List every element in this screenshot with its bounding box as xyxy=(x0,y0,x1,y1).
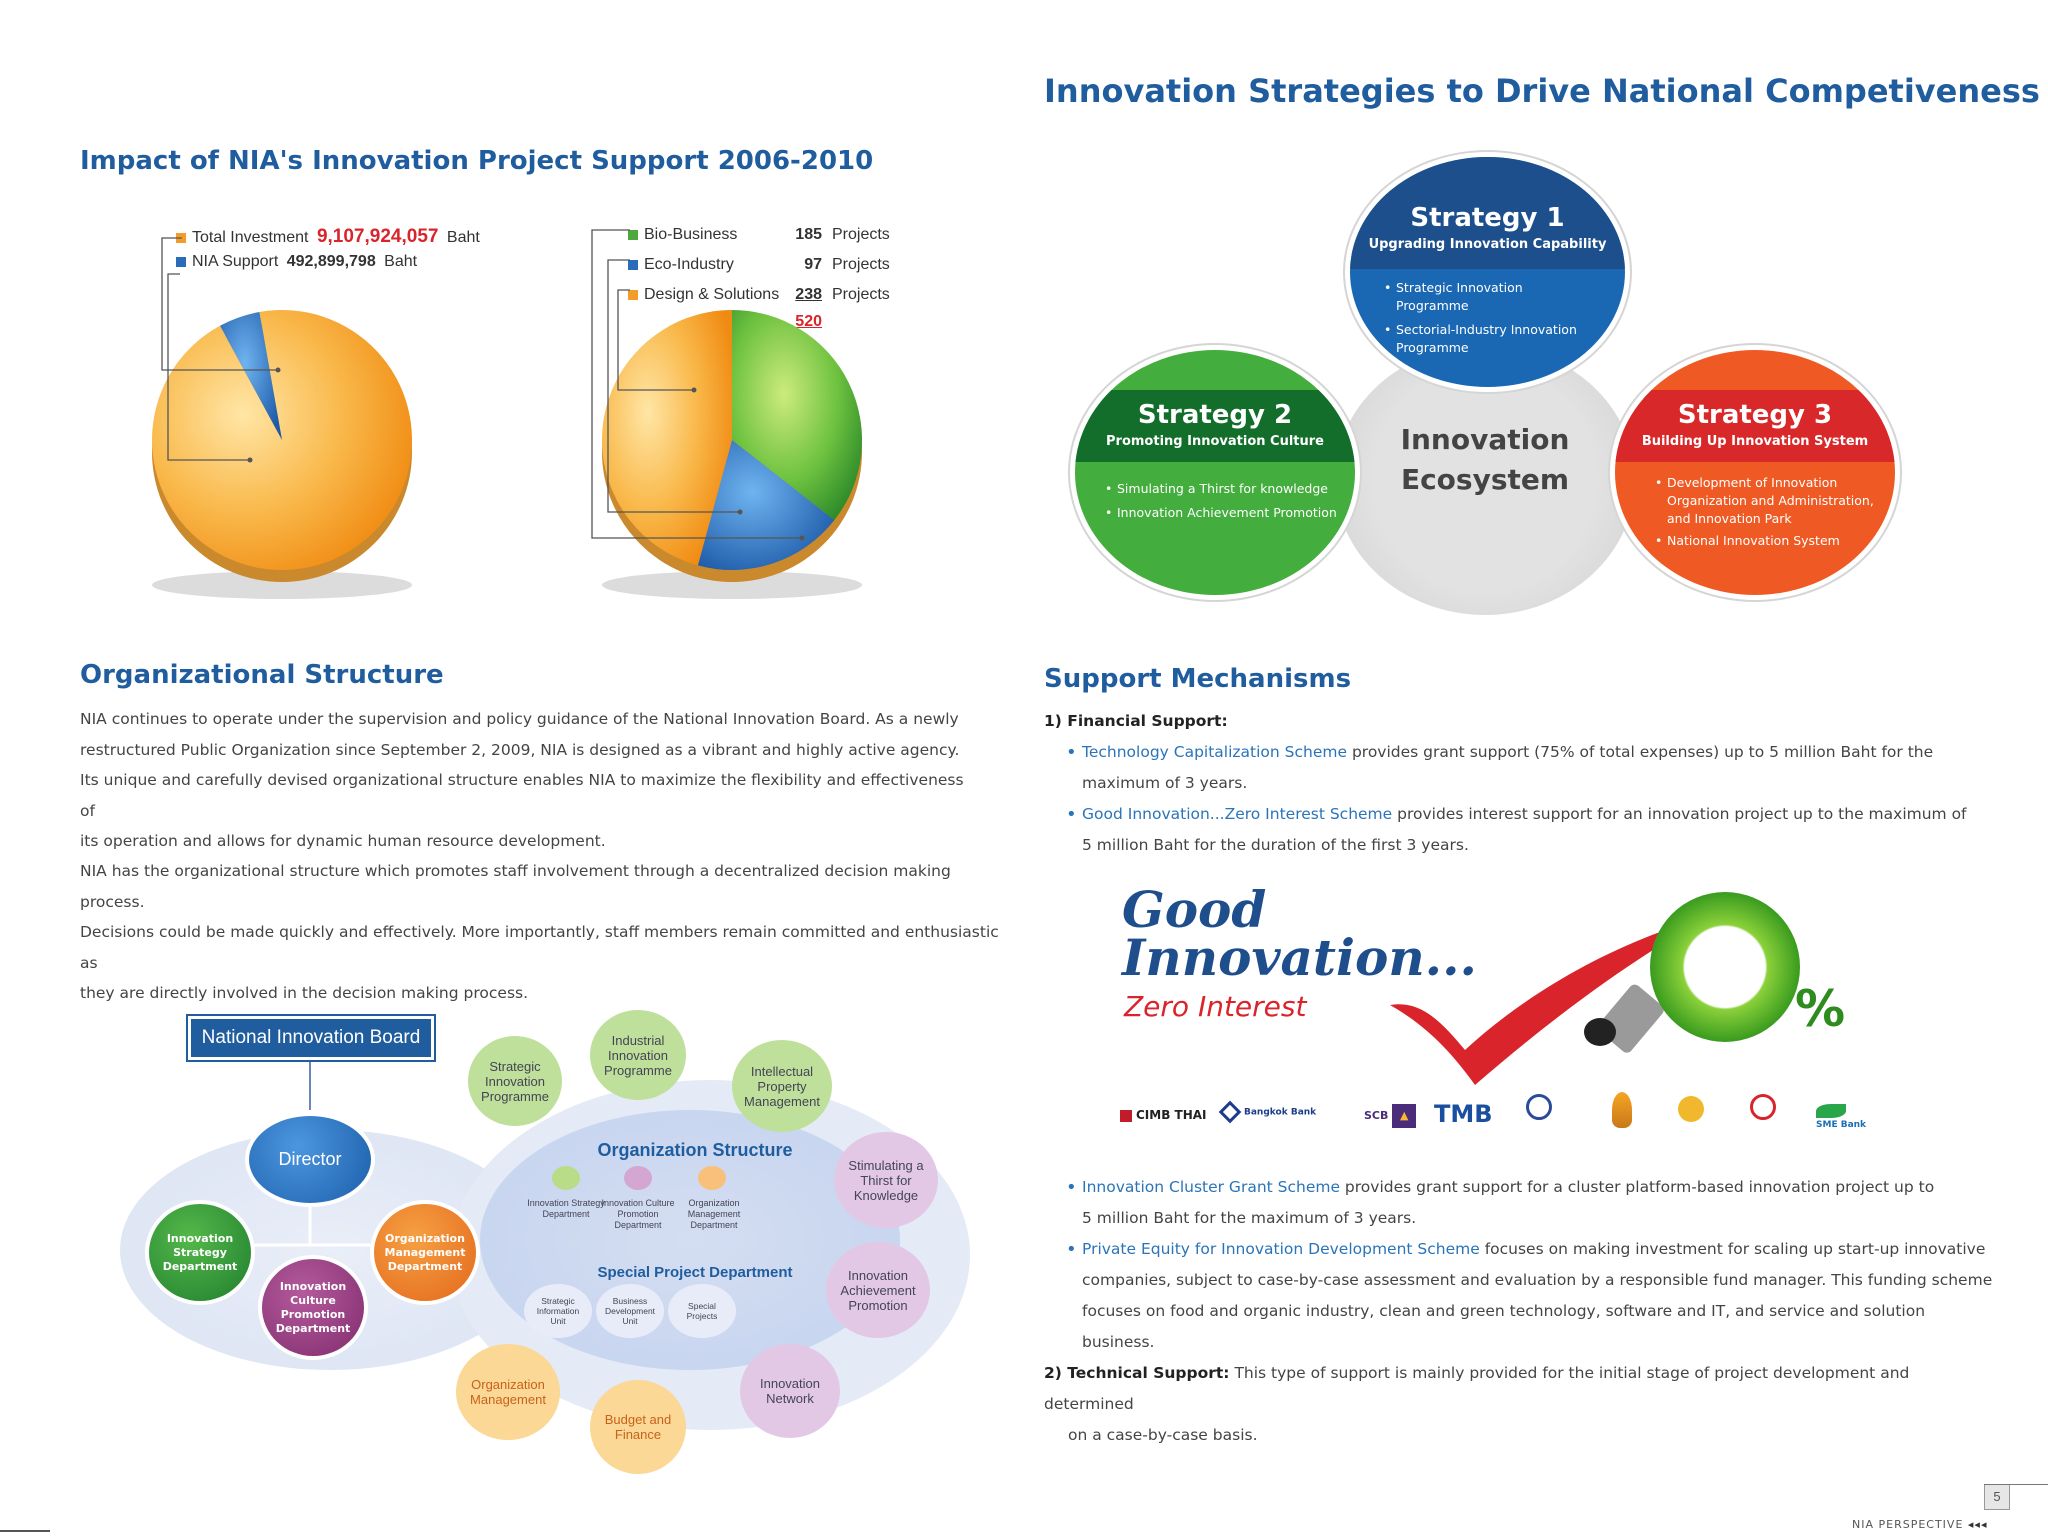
financial-items-1 xyxy=(1064,737,1994,861)
legend-count: 185 xyxy=(795,226,822,243)
bank-bangkok xyxy=(1222,1104,1316,1120)
text-line: its operation and allows for dynamic human resource development. xyxy=(80,832,606,850)
legend-count: 238 xyxy=(795,286,822,303)
strategy-2-band xyxy=(1075,390,1355,462)
logo-innovation: Innovation... xyxy=(1122,928,1477,987)
special-unit-business-development: Business Development Unit xyxy=(596,1284,664,1338)
strategy-1-circle xyxy=(1345,152,1630,392)
strategy-bullet: • National Innovation System xyxy=(1655,532,1880,550)
technical-cont: on a case-by-case basis. xyxy=(1068,1426,1258,1444)
ecosystem-line: Ecosystem xyxy=(1400,463,1570,496)
strategy-bullet: • Development of Innovation Organization and Administration, and Innovation Park xyxy=(1655,474,1880,528)
org-title: Organizational Structure xyxy=(80,660,444,690)
dept-innovation-strategy: Innovation Strategy Department xyxy=(145,1200,255,1305)
bank-scb: SCB ▲ xyxy=(1364,1104,1416,1128)
financial-label: 1) Financial Support: xyxy=(1044,712,1228,730)
technical-support xyxy=(1044,1358,1994,1451)
director-circle xyxy=(245,1112,375,1207)
director-label: Director xyxy=(278,1149,342,1169)
strategy-2-bullets xyxy=(1105,480,1345,522)
legend-label: Eco-Industry xyxy=(644,256,734,273)
strategy-bullet: • Strategic Innovation Programme xyxy=(1384,279,1599,315)
fin-link[interactable]: Innovation Cluster Grant Scheme xyxy=(1082,1178,1340,1196)
legend-count: 97 xyxy=(804,256,822,273)
strategy-diagram xyxy=(1070,150,1874,610)
legend-unit: Baht xyxy=(446,229,480,246)
pie1-leader-lines xyxy=(140,230,290,470)
strategy-1-title: Strategy 1 xyxy=(1410,203,1565,233)
legend-value: 492,899,798 xyxy=(286,253,376,270)
fin-cont: 5 million Baht for the maximum of 3 years. xyxy=(1082,1209,1417,1227)
fin-item xyxy=(1064,1234,1994,1265)
dept-innovation-culture: Innovation Culture Promotion Department xyxy=(258,1255,368,1360)
fin-text: provides grant support (75% of total expenses) up to 5 million Baht for the xyxy=(1347,743,1934,761)
footer-text: NIA PERSPECTIVE xyxy=(1852,1518,1964,1531)
fin-link[interactable]: Good Innovation...Zero Interest Scheme xyxy=(1082,805,1393,823)
ecosystem-label xyxy=(1385,420,1585,500)
bank-label: CIMB THAI xyxy=(1136,1108,1207,1122)
bubble-innovation-achievement: Innovation Achievement Promotion xyxy=(826,1242,930,1338)
logo-percent: % xyxy=(1795,980,1846,1038)
legend-value: 9,107,924,057 xyxy=(316,226,439,247)
legend-label: Total Investment xyxy=(192,229,309,246)
strategy-1-bullets xyxy=(1384,279,1599,357)
text-line: Decisions could be made quickly and effectively. More importantly, staff members remain committed and enthusiastic as xyxy=(80,923,999,972)
structure-unit-strategy: Innovation Strategy Department xyxy=(527,1198,605,1219)
special-unit-special-projects: Special Projects xyxy=(668,1284,736,1338)
org-diagram xyxy=(120,1000,940,1470)
left-footer-line xyxy=(0,1530,50,1532)
structure-dot-orange xyxy=(698,1166,726,1190)
structure-title: Organization Structure xyxy=(597,1140,793,1160)
strategy-bullet: • Simulating a Thirst for knowledge xyxy=(1105,480,1345,498)
strategy-3-title: Strategy 3 xyxy=(1677,400,1833,430)
fin-link[interactable]: Technology Capitalization Scheme xyxy=(1082,743,1348,761)
text-line: they are directly involved in the decision making process. xyxy=(80,984,529,1002)
fin-item xyxy=(1064,799,1994,830)
bank-label: TMB xyxy=(1434,1100,1493,1128)
legend-unit: Baht xyxy=(384,253,418,270)
special-unit-strategic-information: Strategic Information Unit xyxy=(524,1284,592,1338)
structure-dot-green xyxy=(552,1166,580,1190)
structure-unit-culture: Innovation Culture Promotion Department xyxy=(601,1198,675,1230)
impact-title: Impact of NIA's Innovation Project Support 2006-2010 xyxy=(80,146,874,176)
text-line: Its unique and carefully devised organizational structure enables NIA to maximize the flexibility and effectiveness of xyxy=(80,771,964,820)
legend-label: Design & Solutions xyxy=(644,286,780,303)
fin-item xyxy=(1064,737,1994,768)
bubble-strategic-innovation: Strategic Innovation Programme xyxy=(468,1036,562,1126)
org-paragraph-2 xyxy=(80,856,1000,1009)
legend-label: Bio-Business xyxy=(644,226,738,243)
fin-link[interactable]: Private Equity for Innovation Development Scheme xyxy=(1082,1240,1480,1258)
bank-logos xyxy=(1116,1090,1876,1140)
strategy-bullet: • Sectorial-Industry Innovation Programme xyxy=(1384,321,1599,357)
legend-unit: Projects xyxy=(832,256,890,273)
strategy-2-title: Strategy 2 xyxy=(1137,400,1293,430)
fin-text: provides interest support for an innovation project up to the maximum of xyxy=(1392,805,1967,823)
strategy-3-bullets xyxy=(1655,474,1880,550)
financial-items-2 xyxy=(1064,1172,1994,1358)
fin-item xyxy=(1064,1172,1994,1203)
ecosystem-line: Innovation xyxy=(1400,423,1570,456)
bubble-organization-management: Organization Management xyxy=(456,1344,560,1440)
bubble-industrial-innovation: Industrial Innovation Programme xyxy=(590,1010,686,1100)
legend-label: NIA Support xyxy=(192,253,279,270)
fin-text: provides grant support for a cluster platform-based innovation project up to xyxy=(1340,1178,1935,1196)
strategy-bullet: • Innovation Achievement Promotion xyxy=(1105,504,1345,522)
strategy-2-circle xyxy=(1070,345,1360,600)
page-number: 5 xyxy=(1993,1489,2001,1504)
board-label: National Innovation Board xyxy=(191,1019,431,1057)
strategy-3-subtitle: Building Up Innovation System xyxy=(1641,434,1869,449)
footer-label xyxy=(1852,1518,1987,1531)
special-title: Special Project Department xyxy=(597,1264,793,1281)
logo-good: Good xyxy=(1122,880,1267,939)
fin-cont: companies, subject to case-by-case assessment and evaluation by a responsible fund manager. This funding scheme xyxy=(1082,1271,1993,1289)
fin-cont: 5 million Baht for the duration of the first 3 years. xyxy=(1082,836,1469,854)
strategy-3-circle xyxy=(1610,345,1900,600)
bubble-innovation-network: Innovation Network xyxy=(740,1344,840,1438)
bank-kbank-icon xyxy=(1750,1094,1776,1120)
strategy-3-band xyxy=(1615,390,1895,462)
footer-line xyxy=(1984,1484,2048,1485)
bank-gsb-icon xyxy=(1678,1096,1704,1122)
bubble-budget-finance: Budget and Finance xyxy=(590,1380,686,1474)
bubble-intellectual-property: Intellectual Property Management xyxy=(732,1040,832,1132)
good-innovation-logo xyxy=(1110,880,1890,1090)
bank-label: SME Bank xyxy=(1816,1120,1867,1130)
logo-zero-interest: Zero Interest xyxy=(1124,990,1307,1023)
text-line: restructured Public Organization since September 2, 2009, NIA is designed as a vibrant and highly active agency. xyxy=(80,740,960,759)
support-title: Support Mechanisms xyxy=(1044,664,1352,694)
legend-total-value: 520 xyxy=(795,313,822,330)
bank-cimb xyxy=(1120,1108,1207,1122)
zero-circle-icon xyxy=(1650,892,1800,1042)
text-line: NIA continues to operate under the supervision and policy guidance of the National Innovation Board. As a newly xyxy=(80,710,959,728)
bank-label: Bangkok Bank xyxy=(1244,1107,1317,1118)
legend-unit: Projects xyxy=(832,286,890,303)
bank-label: SCB xyxy=(1364,1109,1389,1122)
technical-text: This type of support is mainly provided for the initial stage of project development and determined xyxy=(1044,1364,1910,1413)
fin-text: focuses on making investment for scaling up start-up innovative xyxy=(1479,1240,1986,1258)
structure-dot-purple xyxy=(624,1166,652,1190)
bank-sme xyxy=(1816,1104,1866,1130)
bank-krungthai-icon xyxy=(1526,1094,1552,1120)
strategy-1-subtitle: Upgrading Innovation Capability xyxy=(1368,237,1607,252)
bank-emblem-icon xyxy=(1612,1092,1632,1128)
text-line: NIA has the organizational structure which promotes staff involvement through a decentralized decision making process. xyxy=(80,862,951,911)
page-number-box xyxy=(1984,1484,2010,1510)
bank-tmb xyxy=(1434,1100,1493,1128)
dept-organization-management: Organization Management Department xyxy=(370,1200,480,1305)
strategies-title: Innovation Strategies to Drive National Competiveness xyxy=(1044,72,2040,110)
structure-unit-management: Organization Management Department xyxy=(687,1198,741,1230)
strategy-2-subtitle: Promoting Innovation Culture xyxy=(1106,434,1324,449)
org-paragraph-1 xyxy=(80,704,980,857)
strategy-1-band xyxy=(1350,157,1625,269)
legend-unit: Projects xyxy=(832,226,890,243)
technical-label: 2) Technical Support: xyxy=(1044,1364,1230,1382)
pie2-leader-lines xyxy=(570,222,810,542)
fin-cont: focuses on food and organic industry, clean and green technology, software and IT, and service and solution business. xyxy=(1082,1302,1926,1351)
fin-cont: maximum of 3 years. xyxy=(1082,774,1248,792)
footer-arrows-icon: ◂◂◂ xyxy=(1967,1518,1988,1531)
bubble-stimulating-thirst: Stimulating a Thirst for Knowledge xyxy=(834,1132,938,1228)
